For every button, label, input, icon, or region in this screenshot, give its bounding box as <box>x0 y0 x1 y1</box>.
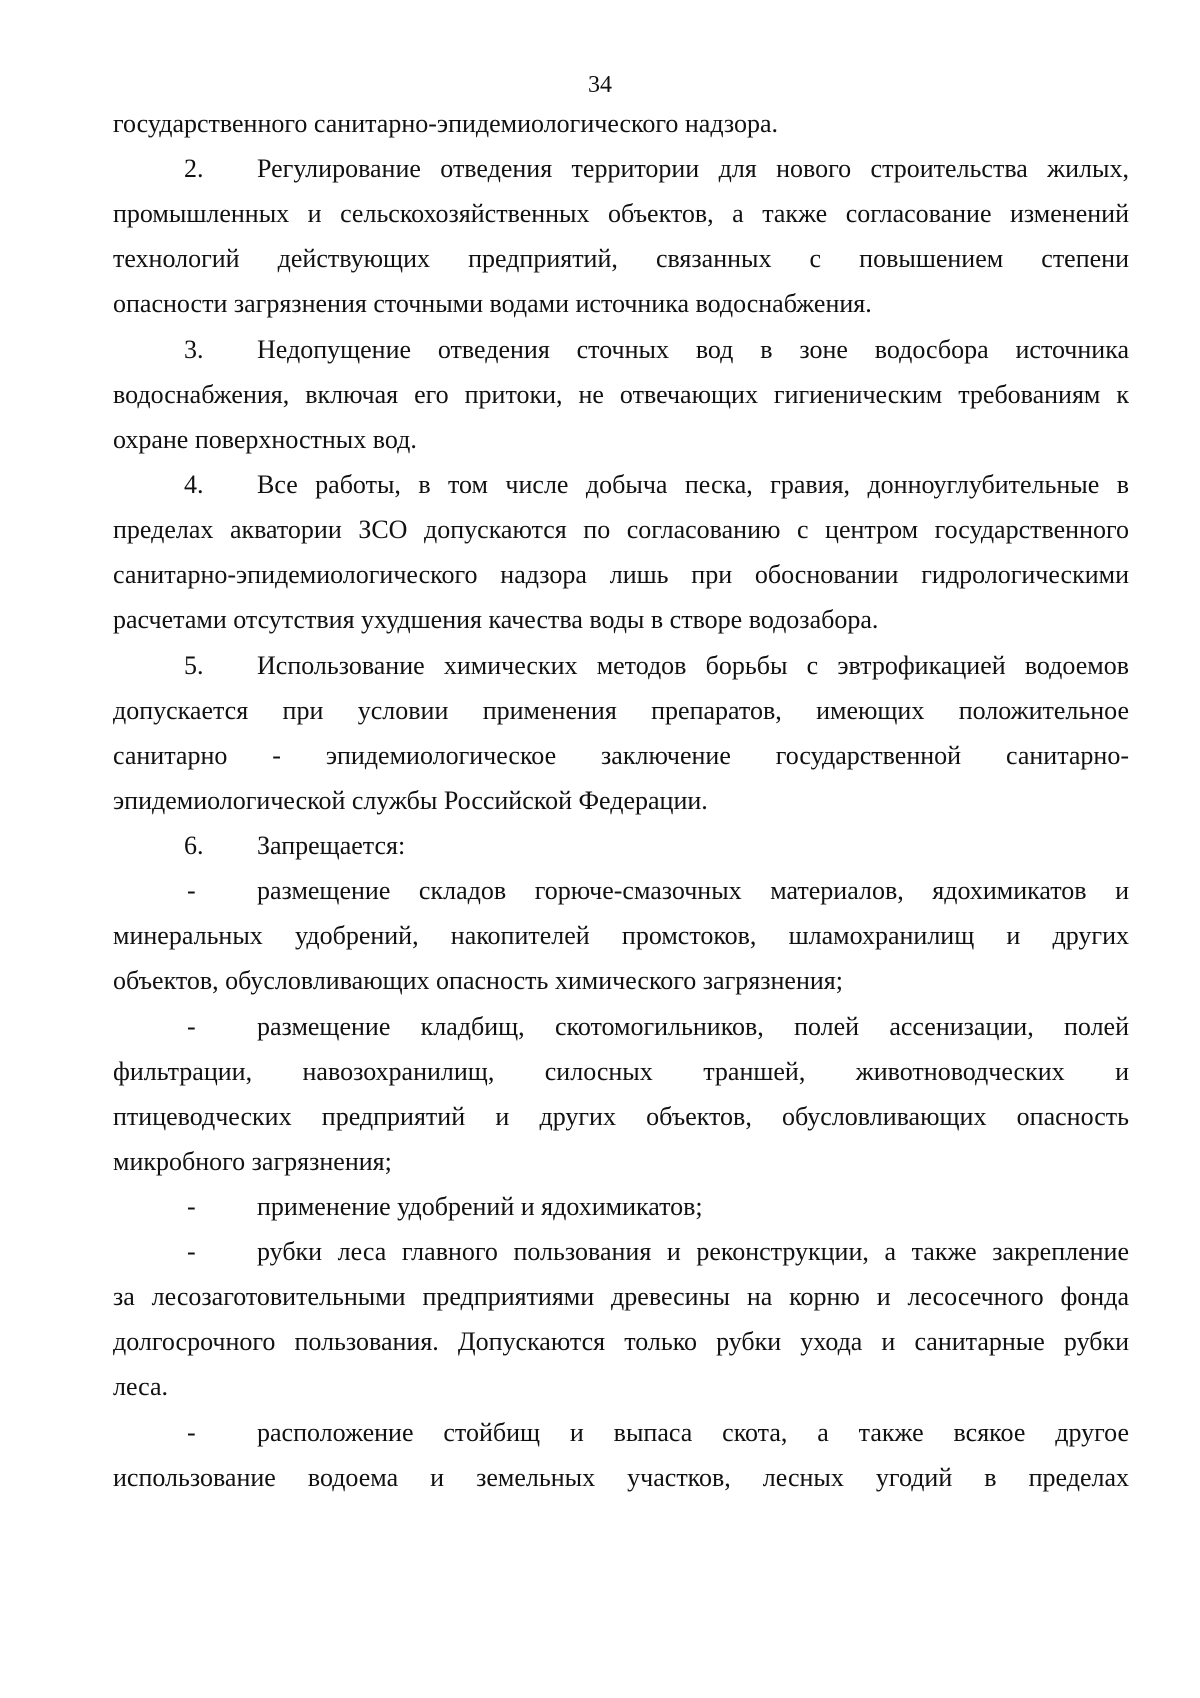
list-dash: - <box>187 1237 196 1266</box>
paragraph-line: допускается при условии применения препаратов, имеющих положительное <box>113 696 1129 725</box>
paragraph-line: водоснабжения, включая его притоки, не отвечающих гигиеническим требованиям к <box>113 380 1129 409</box>
list-number: 5. <box>184 651 204 680</box>
list-dash: - <box>187 876 196 905</box>
paragraph-line: объектов, обусловливающих опасность химического загрязнения; <box>113 966 843 995</box>
list-number: 3. <box>184 335 204 364</box>
list-dash: - <box>187 1012 196 1041</box>
paragraph-line: применение удобрений и ядохимикатов; <box>257 1192 703 1221</box>
paragraph-line: опасности загрязнения сточными водами источника водоснабжения. <box>113 289 872 318</box>
paragraph-line: Запрещается: <box>257 831 406 860</box>
list-dash: - <box>187 1418 196 1447</box>
paragraph-line: леса. <box>113 1372 169 1401</box>
list-number: 4. <box>184 470 204 499</box>
paragraph-line: расположение стойбищ и выпаса скота, а также всякое другое <box>257 1418 1129 1447</box>
paragraph-line: пределах акватории ЗСО допускаются по согласованию с центром государственного <box>113 515 1129 544</box>
paragraph-line: птицеводческих предприятий и других объектов, обусловливающих опасность <box>113 1102 1129 1131</box>
paragraph-line: фильтрации, навозохранилищ, силосных траншей, животноводческих и <box>113 1057 1129 1086</box>
paragraph-line: промышленных и сельскохозяйственных объектов, а также согласование изменений <box>113 199 1129 228</box>
list-number: 6. <box>184 831 204 860</box>
paragraph-line: охране поверхностных вод. <box>113 425 417 454</box>
paragraph-line: технологий действующих предприятий, связанных с повышением степени <box>113 244 1129 273</box>
paragraph-line: долгосрочного пользования. Допускаются только рубки ухода и санитарные рубки <box>113 1327 1129 1356</box>
paragraph-line: Недопущение отведения сточных вод в зоне водосбора источника <box>257 335 1129 364</box>
paragraph-line: использование водоема и земельных участков, лесных угодий в пределах <box>113 1463 1129 1492</box>
paragraph-line: размещение кладбищ, скотомогильников, полей ассенизации, полей <box>257 1012 1129 1041</box>
paragraph-line: Все работы, в том числе добыча песка, гравия, донноуглубительные в <box>257 470 1129 499</box>
paragraph-line: эпидемиологической службы Российской Федерации. <box>113 786 708 815</box>
paragraph-line: размещение складов горюче-смазочных материалов, ядохимикатов и <box>257 876 1129 905</box>
list-number: 2. <box>184 154 204 183</box>
paragraph-line: санитарно-эпидемиологического надзора лишь при обосновании гидрологическими <box>113 560 1129 589</box>
paragraph-line: Использование химических методов борьбы с эвтрофикацией водоемов <box>257 651 1129 680</box>
paragraph-line: санитарно - эпидемиологическое заключение государственной санитарно- <box>113 741 1129 770</box>
paragraph-line: рубки леса главного пользования и реконструкции, а также закрепление <box>257 1237 1129 1266</box>
paragraph-line: государственного санитарно-эпидемиологического надзора. <box>113 109 779 138</box>
paragraph-line: расчетами отсутствия ухудшения качества воды в створе водозабора. <box>113 605 879 634</box>
paragraph-line: за лесозаготовительными предприятиями древесины на корню и лесосечного фонда <box>113 1282 1129 1311</box>
paragraph-line: микробного загрязнения; <box>113 1147 392 1176</box>
paragraph-line: Регулирование отведения территории для нового строительства жилых, <box>257 154 1129 183</box>
page-number: 34 <box>588 72 612 98</box>
paragraph-line: минеральных удобрений, накопителей промстоков, шламохранилищ и других <box>113 921 1129 950</box>
list-dash: - <box>187 1192 196 1221</box>
